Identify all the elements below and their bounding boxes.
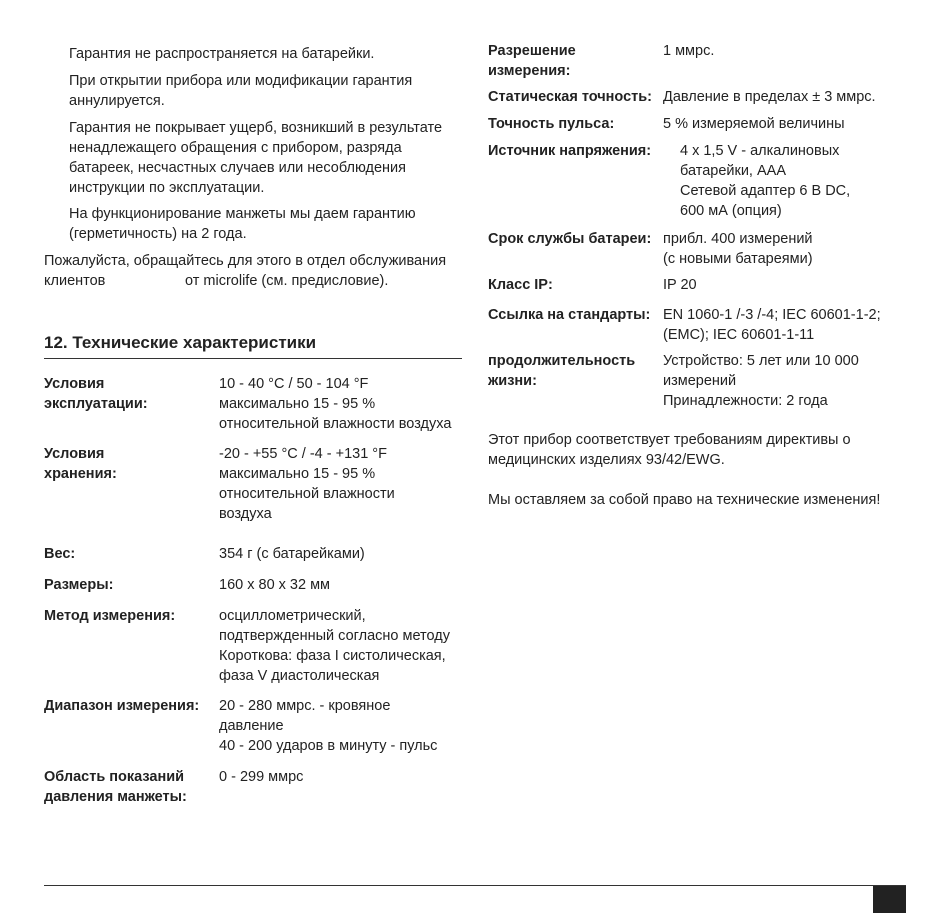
spec-value-ip-class: IP 20 xyxy=(663,277,697,293)
spec-label-operating-conditions: Условия эксплуатации: xyxy=(44,376,148,412)
page-number-block xyxy=(873,886,906,913)
spec-value-weight: 354 г (с батарейками) xyxy=(219,546,365,562)
footer-rule xyxy=(44,885,906,886)
conformity-statement: Этот прибор соответствует требованиям директивы о медицинских изделиях 93/42/EWG. xyxy=(488,432,851,468)
spec-value-static-accuracy: Давление в пределах ± 3 ммрс. xyxy=(663,89,876,105)
spec-label-service-life: продолжительность жизни: xyxy=(488,353,636,389)
spec-value-resolution: 1 ммрс. xyxy=(663,43,715,59)
spec-value-power-source: 4 x 1,5 V - алкалиновых батарейки, AAA Сетевой адаптер 6 В DC, 600 мА (опция) xyxy=(680,143,851,219)
spec-label-measurement-range: Диапазон измерения: xyxy=(44,698,200,714)
spec-label-static-accuracy: Статическая точность: xyxy=(488,89,652,105)
spec-label-pulse-accuracy: Точность пульса: xyxy=(488,116,615,132)
spec-value-battery-life: прибл. 400 измерений (с новыми батареями) xyxy=(663,231,813,267)
spec-value-operating-conditions: 10 - 40 °C / 50 - 104 °F максимально 15 - 95 % относительной влажности воздуха xyxy=(219,376,452,432)
contact-text-line2a: клиентов xyxy=(44,273,106,289)
warranty-note-batteries: Гарантия не распространяется на батарейки. xyxy=(69,46,375,62)
spec-label-measurement-method: Метод измерения: xyxy=(44,608,176,624)
reservation-statement: Мы оставляем за собой право на технические изменения! xyxy=(488,492,881,508)
spec-label-weight: Вес: xyxy=(44,546,76,562)
spec-label-storage-conditions: Условия хранения: xyxy=(44,446,117,482)
spec-value-dimensions: 160 x 80 x 32 мм xyxy=(219,577,331,593)
spec-value-pulse-accuracy: 5 % измеряемой величины xyxy=(663,116,845,132)
warranty-note-damage: Гарантия не покрывает ущерб, возникший в результате ненадлежащего обращения с прибором, разряда батареек, несчастных случаев или несоблюдения инструкции по эксплуатации. xyxy=(69,120,443,196)
warranty-note-cuff: На функционирование манжеты мы даем гарантию (герметичность) на 2 года. xyxy=(69,206,416,242)
contact-text-line2b: от microlife (см. предисловие). xyxy=(185,273,389,289)
spec-value-service-life: Устройство: 5 лет или 10 000 измерений Принадлежности: 2 года xyxy=(663,353,859,409)
spec-value-standards: EN 1060-1 /-3 /-4; IEC 60601-1-2; (EMC); IEC 60601-1-11 xyxy=(663,307,881,343)
warranty-note-opening: При открытии прибора или модификации гарантия аннулируется. xyxy=(69,73,413,109)
spec-label-ip-class: Класс IP: xyxy=(488,277,553,293)
spec-value-cuff-pressure-range: 0 - 299 ммрс xyxy=(219,769,304,785)
spec-label-cuff-pressure-range: Область показаний давления манжеты: xyxy=(44,769,187,805)
spec-label-standards: Ссылка на стандарты: xyxy=(488,307,651,323)
spec-label-resolution: Разрешение измерения: xyxy=(488,43,576,79)
section-title-rule xyxy=(44,358,462,359)
spec-label-power-source: Источник напряжения: xyxy=(488,143,652,159)
contact-text-line1: Пожалуйста, обращайтесь для этого в отдел обслуживания xyxy=(44,253,447,269)
section-title: 12. Технические характеристики xyxy=(44,333,317,352)
spec-label-dimensions: Размеры: xyxy=(44,577,114,593)
spec-value-measurement-range: 20 - 280 ммрс. - кровяное давление 40 - 200 ударов в минуту - пульс xyxy=(219,698,438,754)
spec-label-battery-life: Срок службы батареи: xyxy=(488,231,652,247)
spec-value-measurement-method: осциллометрический, подтвержденный согласно методу Короткова: фаза I систолическая, фаза V диастолическая xyxy=(219,608,450,684)
spec-value-storage-conditions: -20 - +55 °C / -4 - +131 °F максимально 15 - 95 % относительной влажности воздуха xyxy=(219,446,395,522)
